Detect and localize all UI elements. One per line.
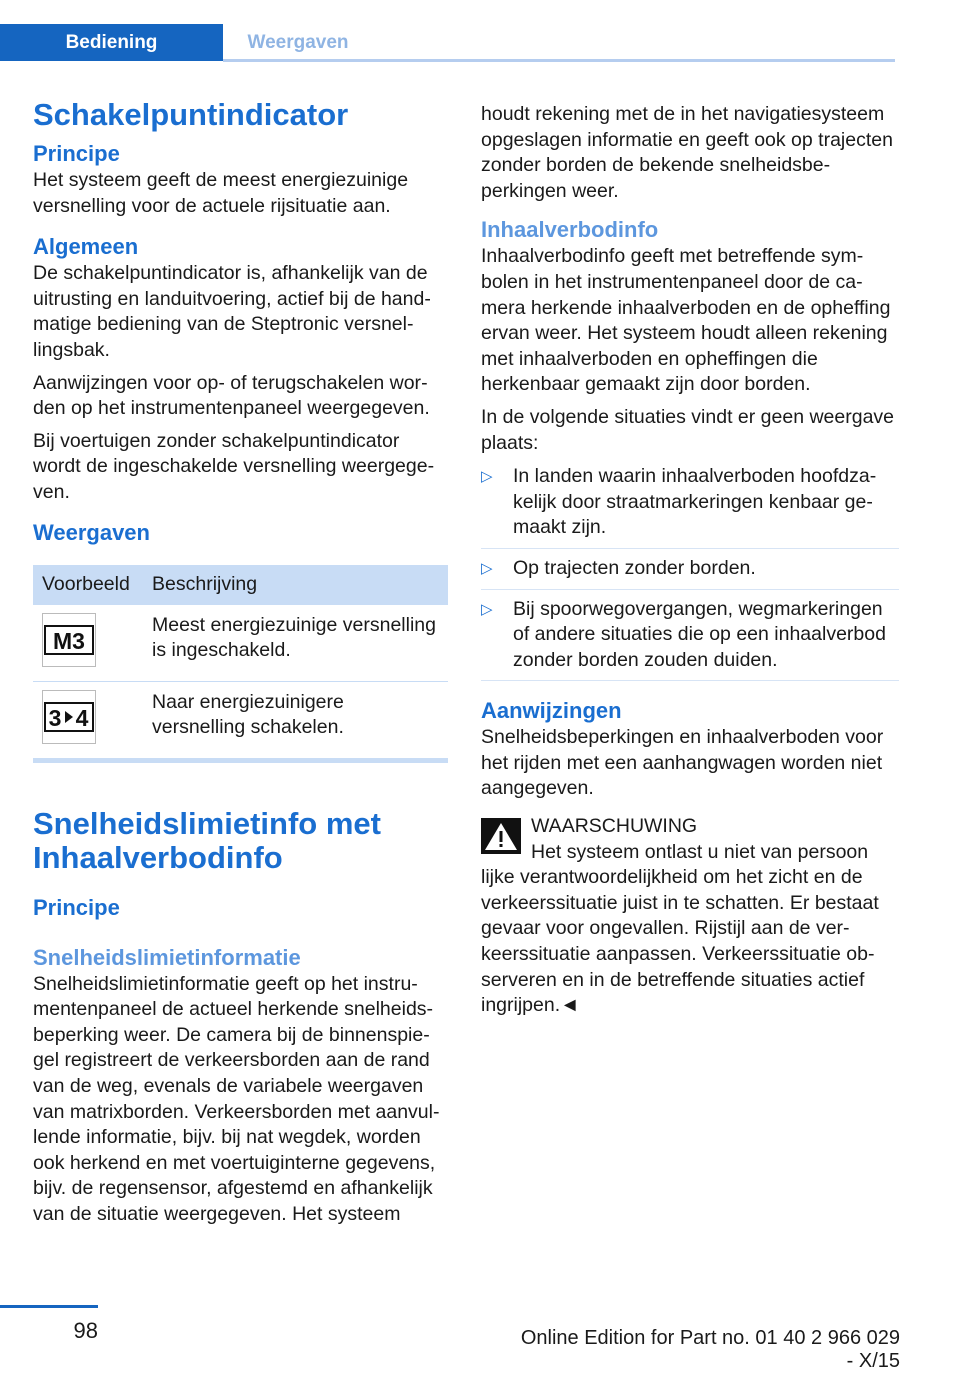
edition-text: Online Edition for Part no. 01 40 2 966 029 - X/15: [520, 1327, 900, 1372]
continued-text: houdt rekening met de in het navigatiesysteem opgeslagen informatie en geeft ook op trajecten zonder borden de bekende snelheidsbeperkingen weer.: [481, 103, 893, 202]
warning-text: lijke verantwoordelijkheid om het zicht en de verkeerssituatie juist in te schatten. Er bestaat gevaar voor ongevallen. Rijstijl aan de verkeerssituatie aanpassen. Verkeerssituatie observeren en in de betreffende situaties actief ingrijpen.◄: [481, 866, 879, 1017]
upshift-3-to-4-icon: [42, 690, 96, 744]
footer-rule: [0, 1305, 98, 1308]
list-item: [481, 556, 899, 590]
table-cell-description: Meest energiezuinige versnelling is ingeschakeld.: [143, 605, 448, 682]
situation-list: [481, 464, 899, 681]
principe-text: Het systeem geeft de meest energiezuinige versnelling voor de actuele rijsituatie aan.: [33, 169, 409, 217]
principe-heading: Principe: [33, 141, 120, 166]
aanwijzingen-heading: Aanwijzingen: [481, 698, 622, 724]
aanwijzingen-text: Snelheidsbeperkingen en inhaalverboden voor het rijden met een aanhangwagen worden niet aangegeven.: [481, 726, 884, 800]
list-item: [481, 597, 899, 682]
section-title-line1: Snelheidslimietinfo met: [33, 805, 381, 841]
table-cell-description: Naar energiezuinigere versnelling schakelen.: [152, 690, 344, 739]
warning-triangle-icon: [481, 818, 521, 854]
warning-first-line: Het systeem ontlast u niet van persoon: [531, 840, 869, 863]
algemeen-heading: Algemeen: [33, 234, 139, 260]
algemeen-paragraph-3: Bij voertuigen zonder schakelpuntindicator wordt de ingeschakelde versnelling weergegeven.: [33, 429, 435, 503]
table-cell-icon: [33, 605, 143, 682]
bullet-triangle-icon: ▷: [481, 559, 493, 577]
svg-text:M3: M3: [53, 627, 85, 654]
algemeen-paragraph-1: De schakelpuntindicator is, afhankelijk van de uitrusting en landuitvoering, actief bij de handmatige bediening van de Steptronic versnellingsbak.: [33, 262, 431, 361]
table-row: [33, 681, 448, 758]
table-bottom-rule: [33, 758, 448, 763]
list-item-text: Bij spoorwegovergangen, wegmarkeringen of andere situaties die op een inhaalverbod zonder borden zouden duiden.: [513, 597, 886, 671]
list-item-text: In landen waarin inhaalverboden hoofdzakelijk door straatmarkeringen kenbaar gemaakt zijn.: [513, 465, 877, 539]
bullet-triangle-icon: ▷: [481, 468, 493, 486]
algemeen-paragraph-2: Aanwijzingen voor op- of terugschakelen worden op het instrumentenpaneel weergegeven.: [33, 371, 430, 420]
table-row: [33, 605, 448, 682]
inhaalverbod-paragraph-2: In de volgende situaties vindt er geen weergave plaats:: [481, 405, 895, 454]
list-item-text: Op trajecten zonder borden.: [513, 556, 756, 579]
warning-title: WAARSCHUWING: [531, 815, 698, 838]
left-column: [33, 98, 448, 1227]
list-item: [481, 464, 899, 549]
bullet-triangle-icon: ▷: [481, 600, 493, 618]
right-column: [481, 102, 899, 1019]
indicator-table: [33, 565, 448, 758]
svg-text:4: 4: [75, 704, 89, 731]
principe-heading-2: Principe: [33, 894, 120, 920]
section-title-line2: Inhaalverbodinfo: [33, 839, 283, 875]
weergaven-heading: Weergaven: [33, 519, 150, 545]
table-cell-icon: [33, 681, 143, 758]
table-header-voorbeeld: Voorbeeld: [33, 565, 143, 605]
tab-bediening[interactable]: Bediening: [0, 24, 223, 61]
table-header-beschrijving: Beschrijving: [143, 565, 448, 605]
inhaalverbod-heading: Inhaalverbodinfo: [481, 217, 659, 243]
snelheidslimiet-heading: Snelheidslimietinformatie: [33, 944, 301, 970]
tab-weergaven[interactable]: Weergaven: [247, 32, 349, 53]
snelheidslimiet-text: Snelheidslimietinformatie geeft op het instrumentenpaneel de actueel herkende snelheidsbeperking weer. De camera bij de binnenspiegel registreert de verkeersborden aan de rand van de weg, evenals de variabele weergaven van matrixborden. Verkeersborden met aanvullende informatie, bijv. bij nat wegdek, worden ook herkend en met voertuiginterne gegevens, bijv. de regensensor, afgestemd en afhankelijk van de situatie weergegeven. Het systeem: [33, 972, 440, 1225]
svg-text:3: 3: [48, 704, 62, 731]
gear-m3-icon: [42, 613, 96, 667]
page-title: Schakelpuntindicator: [33, 97, 349, 132]
page-number: 98: [73, 1318, 98, 1343]
header-rule: [223, 59, 895, 62]
warning-block: [481, 814, 899, 1019]
inhaalverbod-paragraph-1: Inhaalverbodinfo geeft met betreffende symbolen in het instrumentenpaneel door de camera herkende inhaalverboden en de opheffing ervan weer. Het systeem houdt alleen rekening met inhaalverboden en opheffingen die herkenbaar gemaakt zijn door borden.: [481, 245, 891, 396]
